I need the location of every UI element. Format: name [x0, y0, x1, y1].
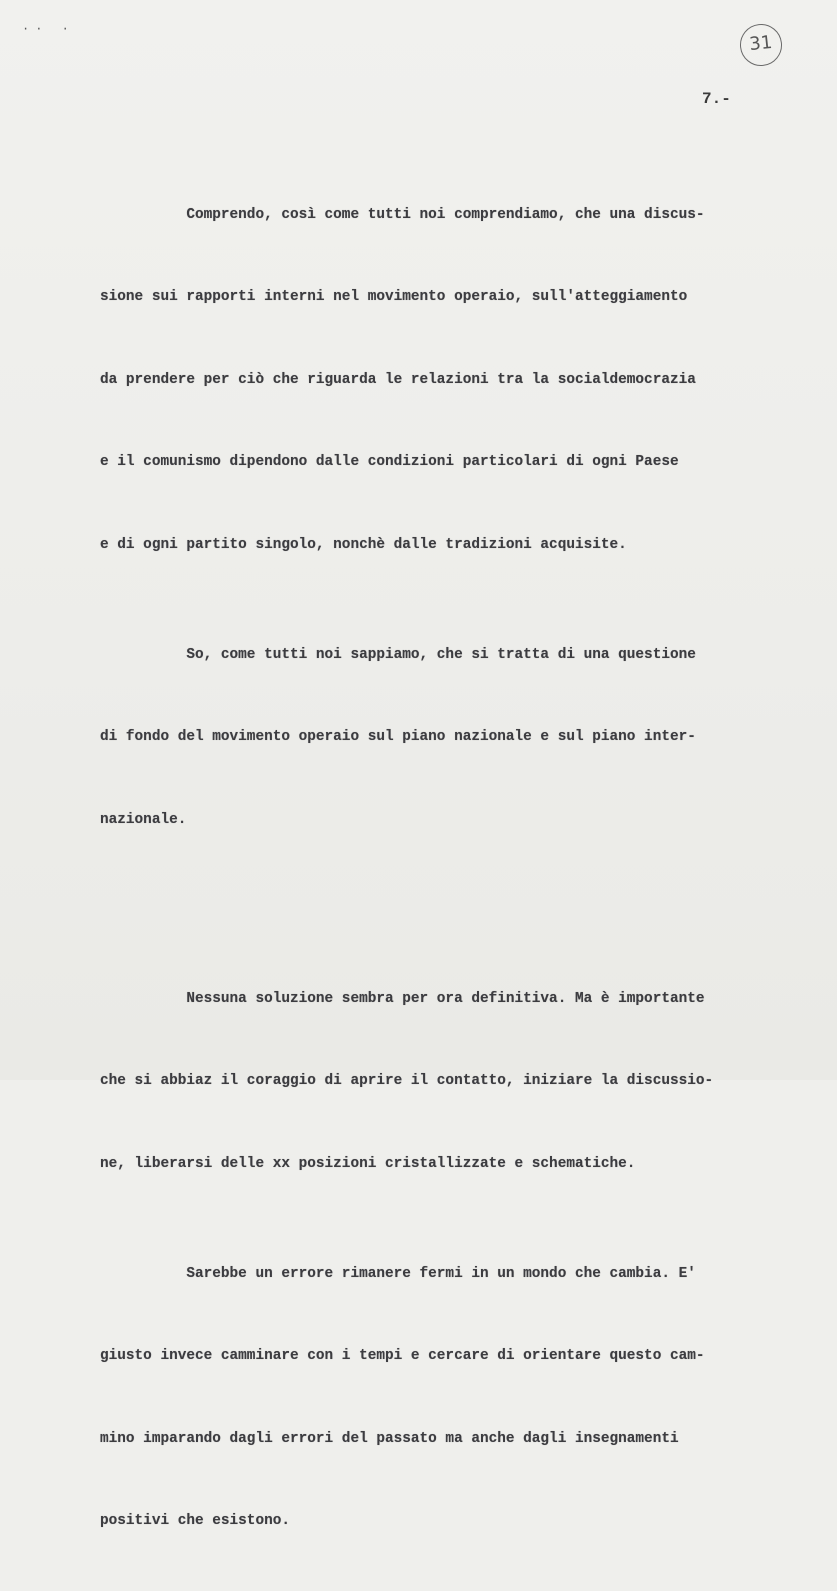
text-line: giusto invece camminare con i tempi e cercare di orientare questo cam-: [100, 1348, 705, 1364]
text-line: di fondo del movimento operaio sul piano nazionale e sul piano inter-: [100, 729, 696, 745]
archive-number: 31: [748, 31, 774, 56]
body-text: [100, 119, 825, 1591]
text-line: Nessuna soluzione sembra per ora definitiva. Ma è importante: [100, 990, 705, 1007]
text-line: positivi che esistono.: [100, 1513, 290, 1529]
text-line: ne, liberarsi delle xx posizioni cristallizzate e schematiche.: [100, 1155, 636, 1172]
text-line: nazionale.: [100, 811, 187, 828]
text-line: Sarebbe un errore rimanere fermi in un mondo che cambia. E': [100, 1265, 696, 1282]
text-line: e di ogni partito singolo, nonchè dalle tradizioni acquisite.: [100, 536, 627, 553]
archive-number-stamp: [738, 22, 784, 68]
paragraph-gap: [100, 889, 825, 903]
text-line: Comprendo, così come tutti noi comprendiamo, che una discus-: [100, 206, 705, 223]
text-line: sione sui rapporti interni nel movimento operaio, sull'atteggiamento: [100, 289, 688, 305]
text-line: da prendere per ciò che riguarda le relazioni tra la socialdemocrazia: [100, 371, 696, 388]
text-line: che si abbiaz il coraggio di aprire il contatto, iniziare la discussio-: [100, 1073, 714, 1089]
text-line: e il comunismo dipendono dalle condizioni particolari di ogni Paese: [100, 454, 679, 470]
text-line: So, come tutti noi sappiamo, che si tratta di una questione: [100, 646, 696, 663]
text-line: mino imparando dagli errori del passato ma anche dagli insegnamenti: [100, 1430, 679, 1447]
page-number: 7.-: [702, 90, 731, 108]
corner-mark: ·· ·: [22, 22, 75, 36]
